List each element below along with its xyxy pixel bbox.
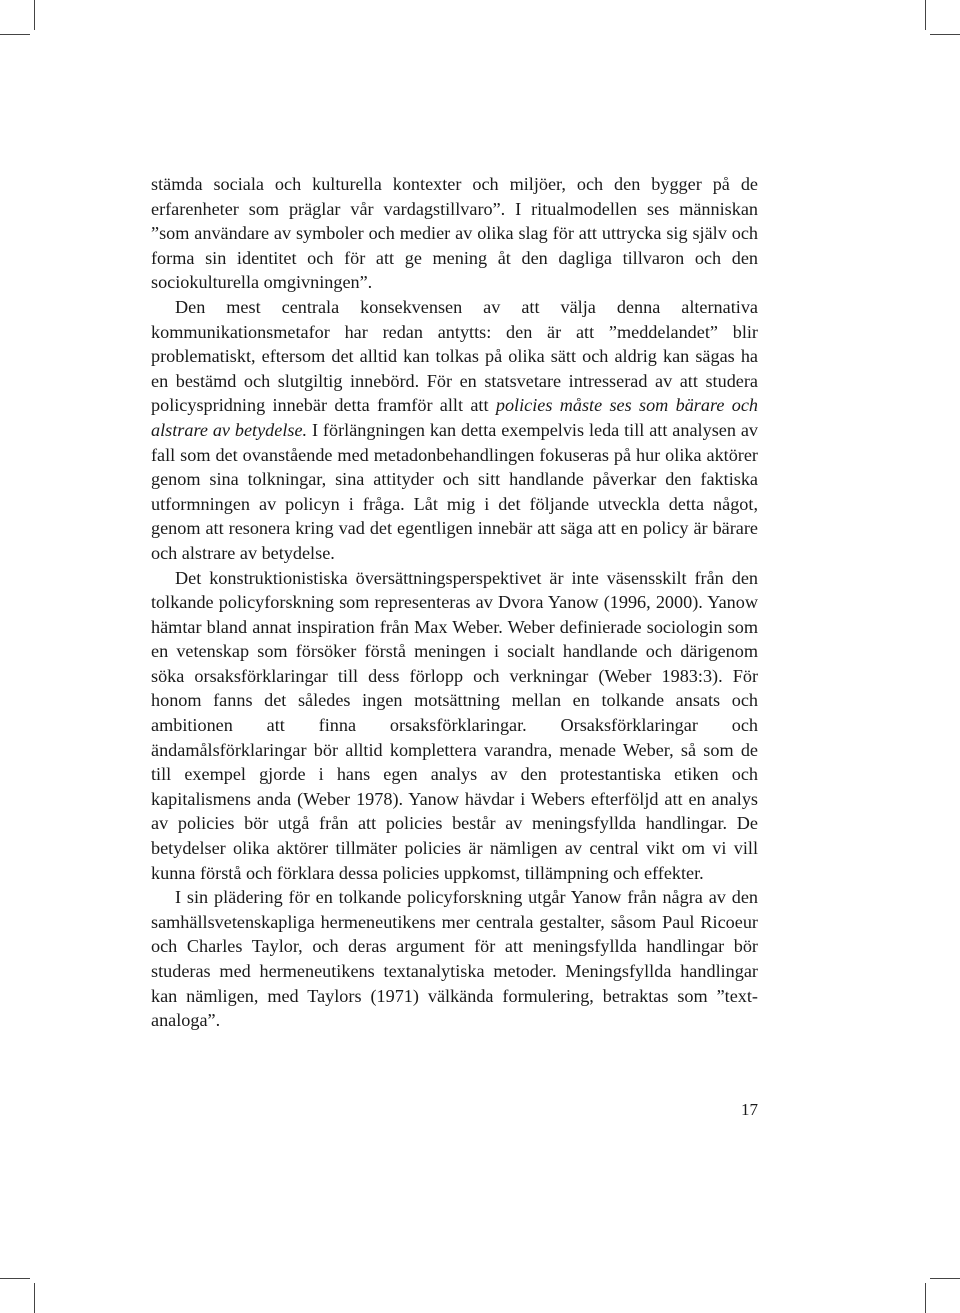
paragraph-3 (151, 566, 758, 886)
paragraph-2-emphasis: policies måste ses som bärare och alstrare av betydelse. (151, 395, 759, 440)
crop-mark-top-left-horizontal (0, 34, 30, 35)
paragraph-4-text: I sin plädering för en tolkande policyforskning utgår Yanow från några av den samhällsvetenskapliga hermeneutikens mer centrala gestalter, såsom Paul Ricoeur och Charles Taylor, och deras argument för att meningsfyllda handlingar bör studeras med hermeneutikens textanalytiska metoder. Meningsfyllda handlingar kan nämligen, med Taylors (1971) välkända formulering, betraktas som ”text-analoga”. (151, 887, 758, 1031)
crop-mark-bottom-right-horizontal (930, 1278, 960, 1279)
crop-mark-bottom-left-horizontal (0, 1278, 30, 1279)
page-number: 17 (741, 1100, 758, 1119)
crop-mark-top-right-vertical (925, 0, 926, 30)
crop-mark-bottom-right-vertical (925, 1283, 926, 1313)
paragraph-2 (151, 295, 758, 566)
paragraph-2-text-a: Den mest centrala konsekvensen av att välja denna alternativa kommunikationsmetafor har redan antytts: den är att ”meddelandet” blir problematiskt, eftersom det alltid kan tolkas på olika sätt och aldrig kan sägas ha en bestämd och slutgiltig innebörd. För en statsvetare intresserad av att studera policyspridning innebär detta framför allt att (151, 296, 758, 416)
body-text (151, 172, 758, 1033)
crop-mark-top-right-horizontal (930, 34, 960, 35)
paragraph-3-text: Det konstruktionistiska översättningsperspektivet är inte väsensskilt från den tolkande policyforskning som representeras av Dvora Yanow (1996, 2000). Yanow hämtar bland annat inspiration från Max Weber. Weber definierade sociologin som en vetenskap som försöker förstå meningen i socialt handlande och därigenom söka orsaksförklaringar till dess förlopp och verkningar (Weber 1983:3). För honom fanns det således ingen motsättning mellan en tolkande ansats och ambitionen att finna orsaksförklaringar. Orsaksförklaringar och ändamålsförklaringar bör alltid komplettera varandra, menade Weber, så som de till exempel gjorde i hans egen analys av den protestantiska etiken och kapitalismens anda (Weber 1978). Yanow hävdar i Webers efterföljd att en analys av policies bör utgå från att policies består av meningsfyllda handlingar. De betydelser olika aktörer tillmäter policies är nämligen av central vikt om vi vill kunna förstå och förklara dessa policies uppkomst, tillämpning och effekter. (151, 567, 758, 883)
paragraph-1-text: stämda sociala och kulturella kontexter och miljöer, och den bygger på de erfarenheter som präglar vår vardagstillvaro”. I ritualmodellen ses människan ”som användare av symboler och medier av olika slag för att uttrycka sig själv och forma sin identitet och för att ge mening åt den dagliga tillvaron och den sociokulturella omgivningen”. (151, 174, 758, 293)
paragraph-2-text-b: I förlängningen kan detta exempelvis leda till att analysen av fall som det ovanstående med metadonbehandlingen fokuseras på hur olika aktörer genom sina tolkningar, sina attityder och sitt handlande påverkar den faktiska utformningen av policyn i fråga. Låt mig i det följande utveckla detta något, genom att resonera kring vad det egentligen innebär att säga att en policy är bärare och alstrare av betydelse. (151, 419, 758, 563)
paragraph-1 (151, 172, 758, 295)
paragraph-4 (151, 885, 758, 1033)
crop-mark-top-left-vertical (34, 0, 35, 30)
crop-mark-bottom-left-vertical (34, 1283, 35, 1313)
